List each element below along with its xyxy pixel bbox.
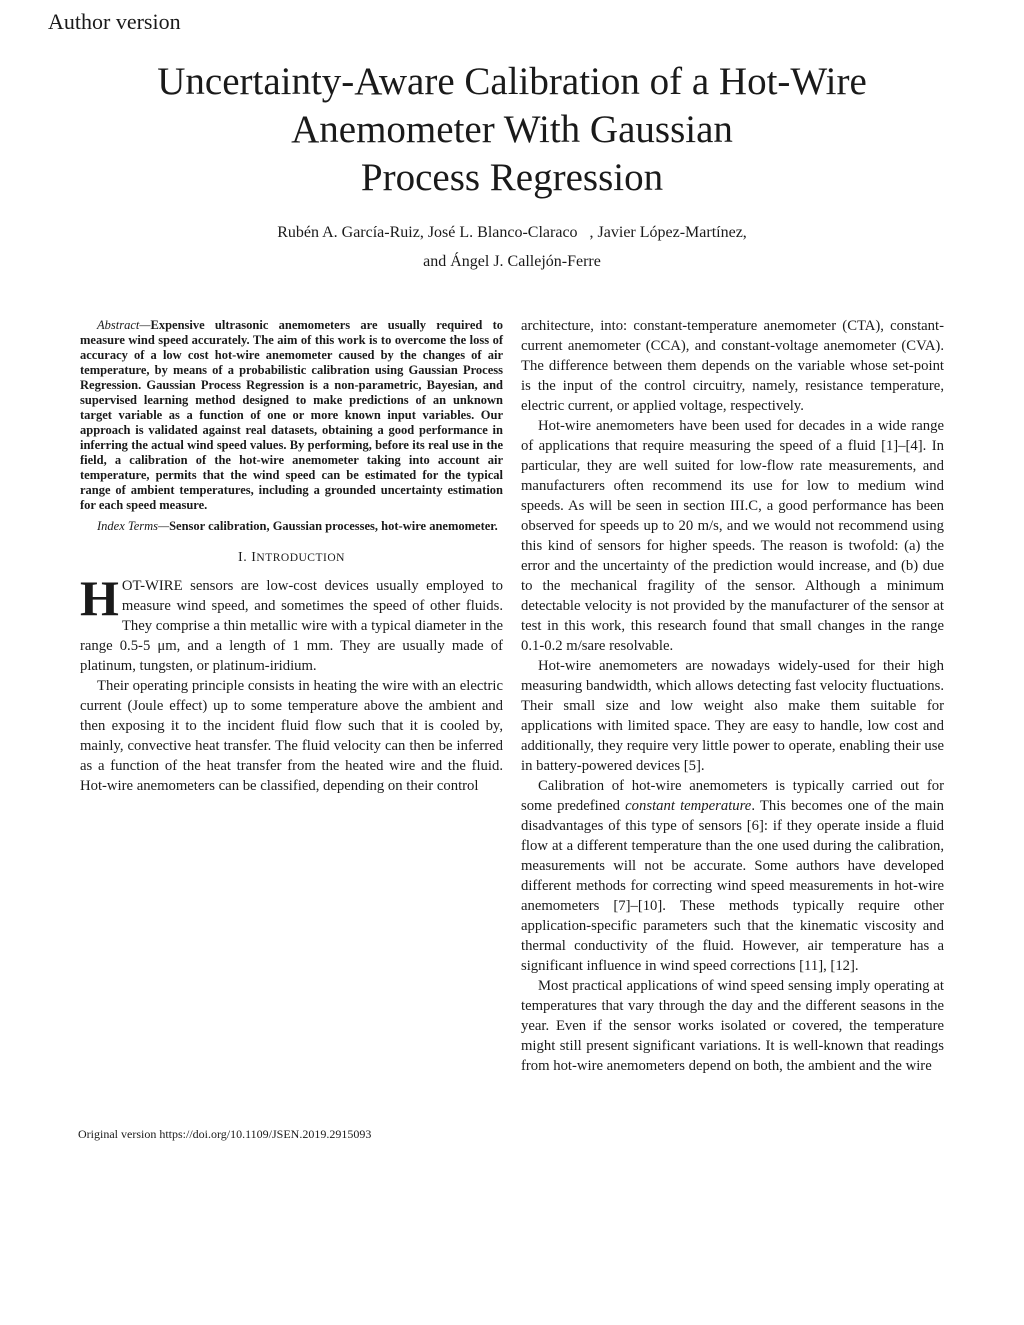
author-version-label: Author version <box>48 9 181 34</box>
abstract <box>80 318 503 513</box>
paper-title <box>0 58 1024 202</box>
intro-paragraph: Most practical applications of wind speed sensing imply operating at temperatures that vary through the day and the different seasons in the year. Even if the sensor works isolated or covered, the temperature might still present significant variations. It is well-known that readings from hot-wire anemometers depend on both, the ambient and the wire <box>521 978 944 1074</box>
author-line: Rubén A. García-Ruiz, José L. Blanco-Claraco , Javier López-Martínez, <box>277 224 747 241</box>
abstract-label: Abstract— <box>97 318 151 332</box>
intro-paragraph: Hot-wire anemometers have been used for decades in a wide range of applications that require measuring the speed of a fluid [1]–[4]. In particular, they are well suited for low-flow rate measurements, and manufacturers often recommend its use for low to medium wind speeds. As will be seen in section III.C, a good performance has been observed for speeds up to 20 m/s, and we would not recommend using this kind of sensors for higher speeds. The reason is twofold: (a) the error and the uncertainty of the prediction would increase, and (b) due to the mechanical fragility of the sensor. Although a minimum detectable velocity is not provided by the manufacturer of the sensor at test in this work, this research found that small changes in the range 0.1-0.2 m/sare resolvable. <box>521 418 944 654</box>
paragraph-text: OT-WIRE sensors are low-cost devices usually employed to measure wind speed, and sometimes the speed of other fluids. They comprise a thin metallic wire with a typical diameter in the range 0.5-5 μm, and a length of 1 mm. They are usually made of platinum, tungsten, or platinum-iridium. <box>80 578 503 674</box>
doi-footnote: Original version https://doi.org/10.1109/JSEN.2019.2915093 <box>78 1127 372 1141</box>
index-terms <box>80 519 503 534</box>
section-title-rest: NTRODUCTION <box>256 552 345 564</box>
intro-paragraph <box>80 570 503 676</box>
author-line: and Ángel J. Callejón-Ferre <box>423 253 601 270</box>
section-first-letter: I <box>251 550 257 565</box>
right-column <box>521 316 944 1076</box>
intro-paragraph: architecture, into: constant-temperature anemometer (CTA), constant-current anemometer (CCA), and constant-voltage anemometer (CVA). The difference between them depends on the variable whose set-point is the input of the control circuitry, namely, resistance temperature, electric current, or applied voltage, respectively. <box>521 318 944 414</box>
drop-cap: H <box>80 570 119 626</box>
author-list <box>0 218 1024 276</box>
title-line: Uncertainty-Aware Calibration of a Hot-Wire <box>157 60 867 103</box>
section-number: I. <box>238 550 252 565</box>
section-heading <box>80 548 503 568</box>
intro-paragraph: Hot-wire anemometers are nowadays widely-used for their high measuring bandwidth, which allows detecting fast velocity fluctuations. Their small size and low weight also make them suitable for applications with limited space. They are easy to handle, low cost and additionally, they require very little power to operate, enabling their use in battery-powered devices [5]. <box>521 658 944 774</box>
title-line: Process Regression <box>360 156 664 199</box>
paragraph-text: Calibration of hot-wire anemometers is typically carried out for some predefined <box>521 778 944 814</box>
index-terms-text: Sensor calibration, Gaussian processes, hot-wire anemometer. <box>169 519 498 533</box>
abstract-text: Expensive ultrasonic anemometers are usually required to measure wind speed accurately. The aim of this work is to overcome the loss of accuracy of a low cost hot-wire anemometer caused by the changes of air temperature, by means of a probabilistic calibration using Gaussian Process Regression. Gaussian Process Regression is a non-parametric, Bayesian, and supervised learning method designed to make predictions of an unknown target variable as a function of one or more known input variables. Our approach is validated against real datasets, obtaining a good performance in inferring the actual wind speed values. By performing, before its real use in the field, a calibration of the hot-wire anemometer taking into account air temperature, permits that the wind speed can be estimated for the typical range of ambient temperatures, including a grounded uncertainty estimation for each speed measure. <box>80 318 503 512</box>
paragraph-text: . This becomes one of the main disadvantages of this type of sensors [6]: if they operate inside a fluid flow at a different temperature than the one used during the calibration, measurements will not be accurate. Some authors have developed different methods for correcting wind speed measurements in hot-wire anemometers [7]–[10]. These methods typically require other application-specific parameters such that the kinematic viscosity and thermal conductivity of the fluid. However, air temperature has a significant influence in wind speed corrections [11], [12]. <box>521 798 944 974</box>
title-line: Anemometer With Gaussian <box>291 108 733 151</box>
left-column <box>80 318 503 796</box>
intro-paragraph <box>521 776 944 976</box>
index-terms-label: Index Terms— <box>97 519 170 533</box>
intro-paragraph: Their operating principle consists in heating the wire with an electric current (Joule effect) up to some temperature above the ambient and then exposing it to the incident fluid flow such that it is cooled by, mainly, convective heat transfer. The fluid velocity can then be inferred as a function of the heat transfer from the heated wire and the fluid. Hot-wire anemometers can be classified, depending on their control <box>80 678 503 794</box>
emphasis-text: constant temperature <box>625 798 752 814</box>
